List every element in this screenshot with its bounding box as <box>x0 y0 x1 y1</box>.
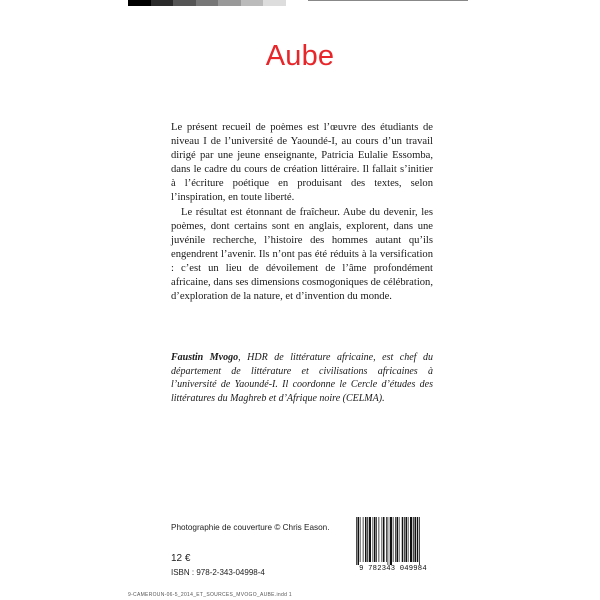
barcode-bar <box>402 517 404 562</box>
barcode-digits: 9 782343 049984 <box>359 565 427 573</box>
barcode-bar <box>410 517 412 562</box>
barcode-bar <box>383 517 385 562</box>
barcode-bar <box>382 517 383 562</box>
back-cover-blurb <box>171 121 433 304</box>
author-name: Faustin Mvogo <box>171 352 239 363</box>
barcode-bar <box>356 517 357 565</box>
barcode-bar <box>374 517 376 562</box>
calibration-swatch <box>218 0 241 6</box>
barcode-bar <box>360 517 361 562</box>
barcode-bar <box>390 517 392 565</box>
barcode-bar <box>413 517 414 562</box>
print-slug: 9-CAMEROUN-06-5_2014_ET_SOURCES_MVOGO_AUBE.indd 1 <box>128 592 292 598</box>
barcode-bar <box>367 517 368 562</box>
barcode-bar <box>399 517 400 562</box>
barcode-bar <box>417 517 419 562</box>
barcode-bar <box>395 517 396 562</box>
barcode-bar <box>393 517 394 562</box>
calibration-swatch <box>196 0 219 6</box>
cover-photo-credit: Photographie de couverture © Chris Eason. <box>171 523 330 532</box>
author-bio <box>171 351 433 405</box>
calibration-swatch <box>128 0 151 6</box>
calibration-swatch <box>241 0 264 6</box>
printer-calibration-strip <box>128 0 308 6</box>
barcode-bar <box>388 517 389 565</box>
barcode-bar <box>373 517 374 562</box>
barcode-bar <box>415 517 417 562</box>
barcode-bar <box>419 517 420 565</box>
calibration-swatch <box>286 0 309 6</box>
barcode-bar <box>406 517 408 562</box>
blurb-paragraph-2: Le résultat est étonnant de fraîcheur. Aube du devenir, les poèmes, dont certains sont en anglais, explorent, dans une juvénile recherche, l’histoire des hommes autant qu’ils engendrent l’avenir. Ils n’ont pas été réduits à la versification : c’est un lieu de dévoilement de l’âme profondément africaine, dans ses dimensions cosmogoniques de célébration, d’exploration de la nature, et d’invention du monde. <box>171 206 433 303</box>
barcode-bar <box>386 517 387 562</box>
calibration-swatch <box>263 0 286 6</box>
barcode-bar <box>369 517 371 562</box>
barcode-bar <box>379 517 380 562</box>
barcode-bar <box>365 517 367 562</box>
price: 12 € <box>171 553 191 564</box>
isbn-barcode <box>353 517 433 572</box>
calibration-swatch <box>151 0 174 6</box>
barcode-bar <box>358 517 360 565</box>
crop-rule <box>308 0 468 1</box>
barcode-bar <box>376 517 377 562</box>
barcode-bar <box>363 517 364 562</box>
book-title: Aube <box>265 40 335 72</box>
barcode-bar <box>397 517 399 562</box>
author-bio-text: , HDR de littérature africaine, est chef du département de littérature et civilisations africaines à l’université de Yaoundé-I. Il coordonne le Cercle d’études des littératures du Maghreb et d’Afrique noire (CELMA). <box>171 352 433 404</box>
barcode-bar <box>408 517 409 562</box>
barcode-bar <box>404 517 405 562</box>
blurb-paragraph-1: Le présent recueil de poèmes est l’œuvre des étudiants de niveau I de l’université de Yaoundé-I, au cours d’un travail dirigé par une jeune enseignante, Patricia Eulalie Essomba, dans le cadre du cours de création littéraire. Il fallait s’initier à l’écriture poétique en produisant des textes, selon l’inspiration, en toute liberté. <box>171 122 433 204</box>
isbn: ISBN : 978-2-343-04998-4 <box>171 568 265 577</box>
calibration-swatch <box>173 0 196 6</box>
